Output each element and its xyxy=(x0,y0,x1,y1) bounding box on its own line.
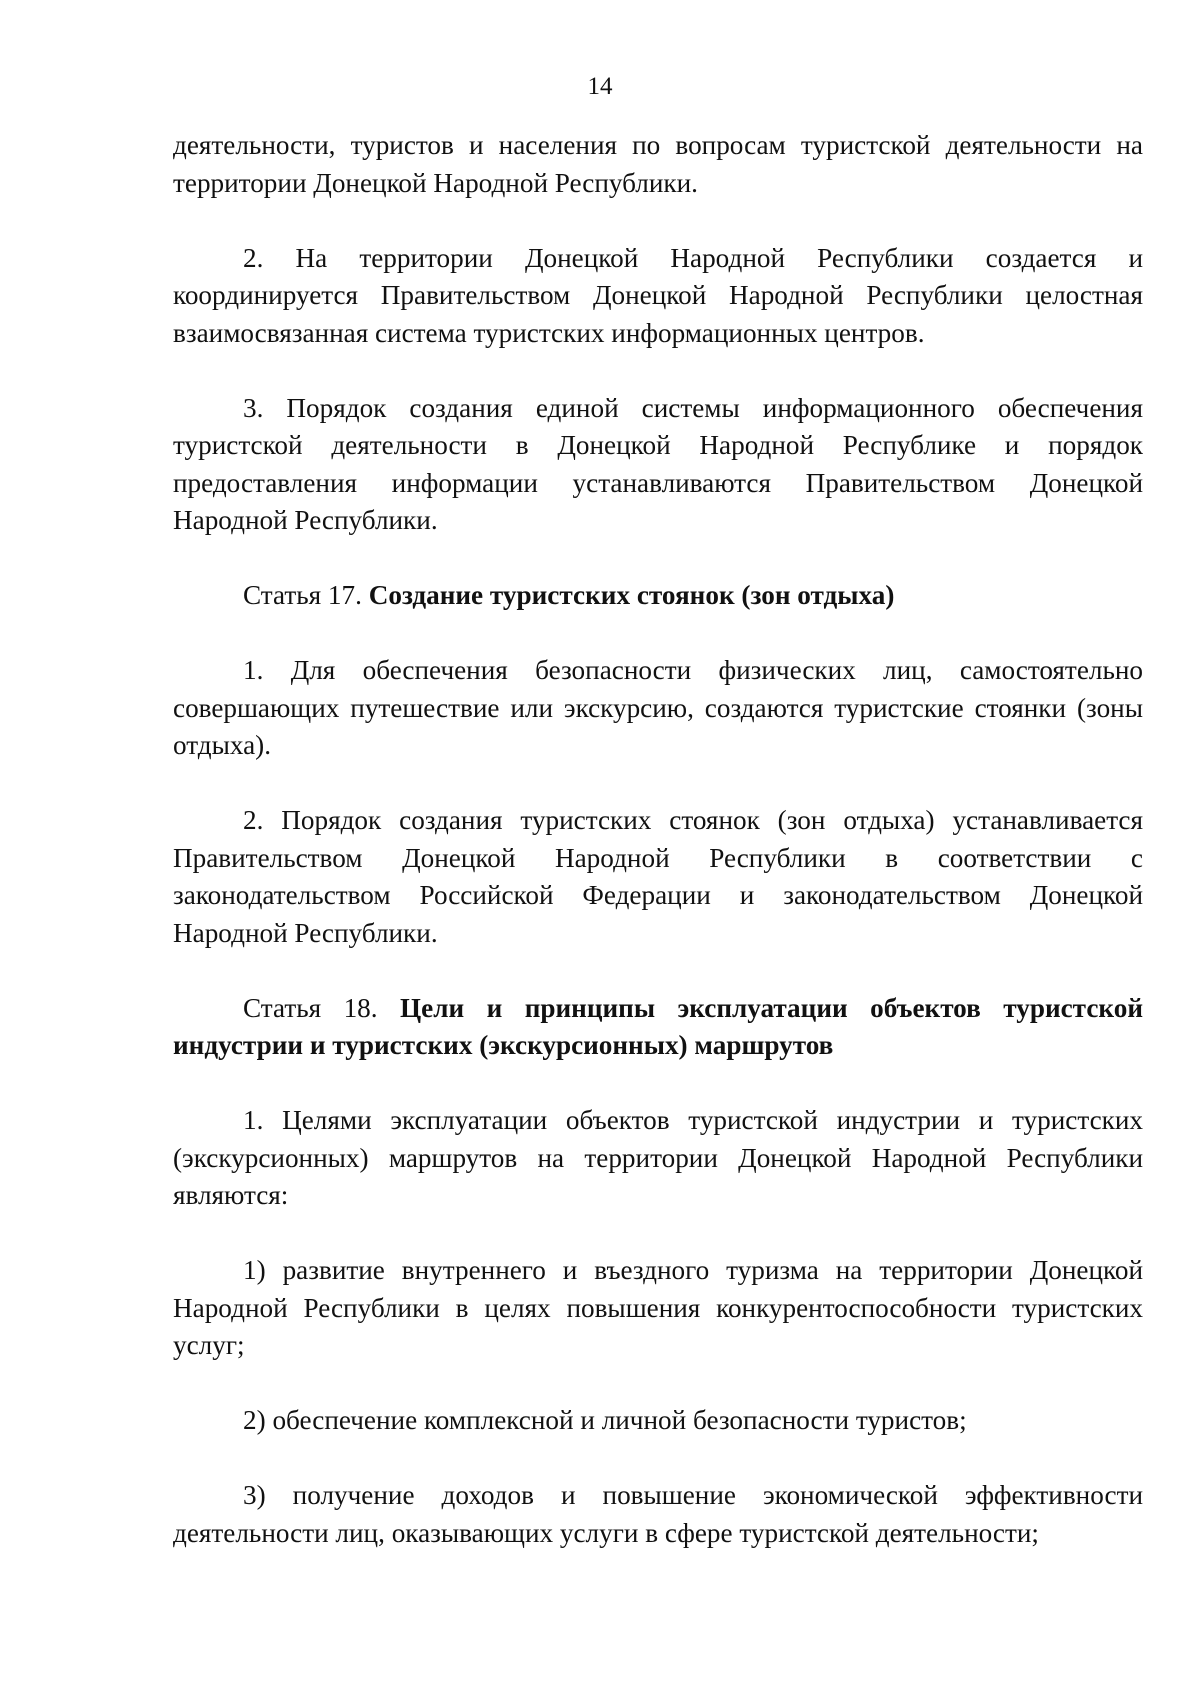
article-17-title: Создание туристских стоянок (зон отдыха) xyxy=(368,580,895,610)
list-item-2: 2) обеспечение комплексной и личной безопасности туристов; xyxy=(243,1405,967,1435)
paragraph-3: 3. Порядок создания единой системы информационного обеспечения туристской деятельности в Донецкой Народной Республике и порядок предоставления информации устанавливаются Правительством Донецкой Народной Республики. xyxy=(173,392,1143,535)
article-17-paragraph-1: 1. Для обеспечения безопасности физических лиц, самостоятельно совершающих путешествие или экскурсию, создаются туристские стоянки (зоны отдыха). xyxy=(173,655,1143,760)
article-17-paragraph-2: 2. Порядок создания туристских стоянок (зон отдыха) устанавливается Правительством Донецкой Народной Республики в соответствии с законодательством Российской Федерации и законодательством Донецкой Народной Республики. xyxy=(173,805,1143,948)
article-17-heading xyxy=(173,577,1143,615)
article-18-heading xyxy=(173,990,1143,1065)
list-item-3: 3) получение доходов и повышение экономической эффективности деятельности лиц, оказывающих услуги в сфере туристской деятельности; xyxy=(173,1480,1143,1548)
list-item-1: 1) развитие внутреннего и въездного туризма на территории Донецкой Народной Республики в целях повышения конкурентоспособности туристских услуг; xyxy=(173,1255,1143,1360)
paragraph-2: 2. На территории Донецкой Народной Республики создается и координируется Правительством Донецкой Народной Республики целостная взаимосвязанная система туристских информационных центров. xyxy=(173,242,1143,348)
article-17-label: Статья 17. xyxy=(243,580,362,610)
article-18-label: Статья 18. xyxy=(243,992,378,1023)
paragraph-continuation: деятельности, туристов и населения по вопросам туристской деятельности на территории Донецкой Народной Республики. xyxy=(173,130,1143,198)
document-body xyxy=(173,127,1143,1590)
page-number: 14 xyxy=(587,73,613,100)
article-18-title: Цели и принципы эксплуатации объектов туристской индустрии и туристских (экскурсионных) маршрутов xyxy=(173,992,1143,1060)
article-18-paragraph-1: 1. Целями эксплуатации объектов туристской индустрии и туристских (экскурсионных) маршрутов на территории Донецкой Народной Республики являются: xyxy=(173,1105,1143,1210)
